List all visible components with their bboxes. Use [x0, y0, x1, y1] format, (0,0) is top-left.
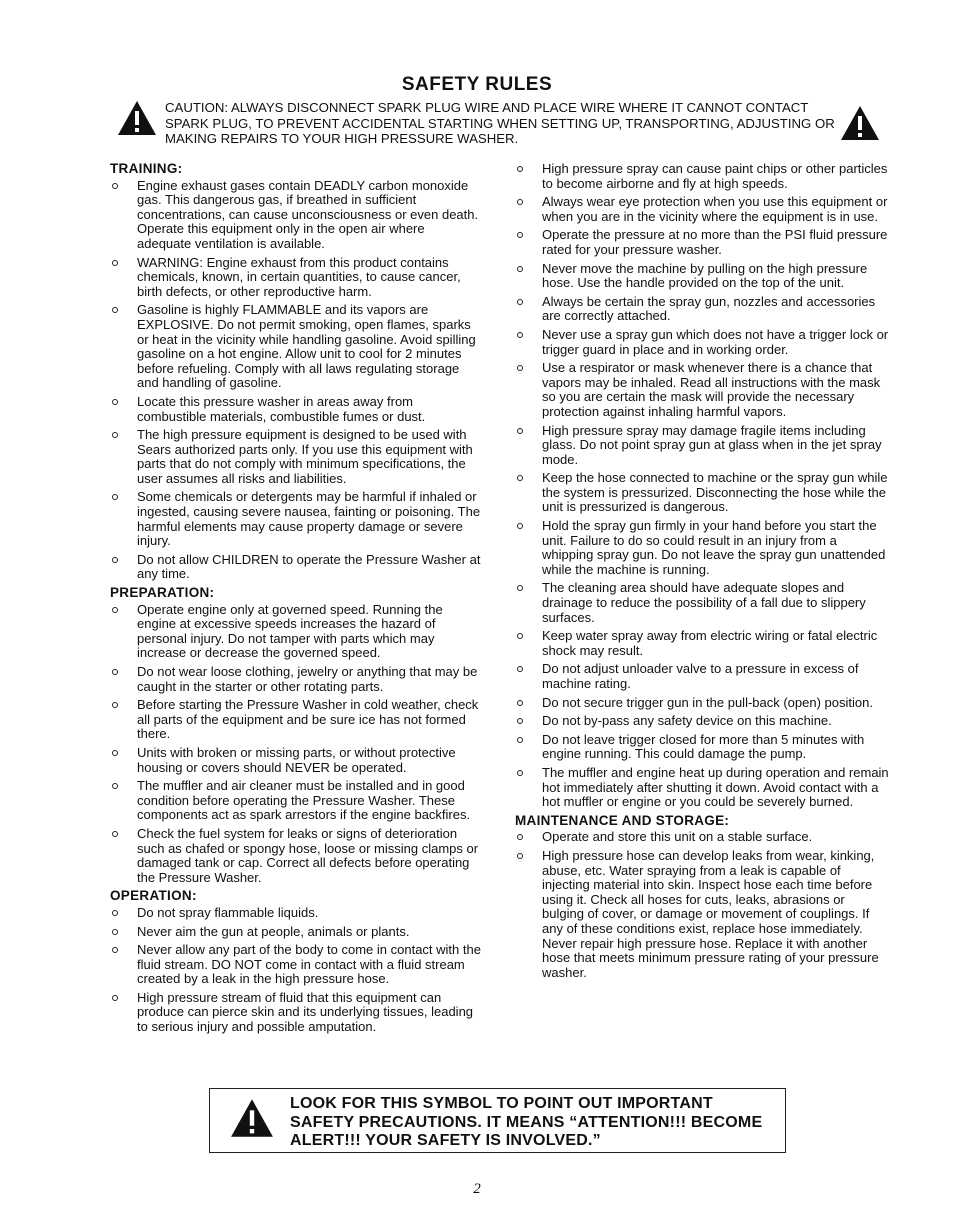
caution-statement: CAUTION: ALWAYS DISCONNECT SPARK PLUG WIRE AND PLACE WIRE WHERE IT CANNOT CONTACT SPARK PLUG, TO PREVENT ACCIDENTAL STARTING WHEN SETTING UP, TRANSPORTING, ADJUSTING OR MAKING REPAIRS TO YOUR HIGH PRESSURE WASHER.: [165, 100, 835, 146]
operation-heading: OPERATION:: [110, 888, 197, 904]
bullet-item: Do not allow CHILDREN to operate the Pressure Washer at any time.: [110, 553, 482, 582]
warning-triangle-icon: [117, 100, 157, 136]
training-list: [110, 179, 482, 582]
bullet-item: Never aim the gun at people, animals or plants.: [110, 925, 482, 940]
bullet-item: Do not by-pass any safety device on this machine.: [515, 714, 889, 729]
bullet-item: Keep water spray away from electric wiring or fatal electric shock may result.: [515, 629, 889, 658]
maintenance-heading: MAINTENANCE AND STORAGE:: [515, 812, 730, 828]
bullet-item: High pressure stream of fluid that this equipment can produce can pierce skin and its underlying tissues, leading to serious injury and possible amputation.: [110, 991, 482, 1035]
bullet-item: Never move the machine by pulling on the high pressure hose. Use the handle provided on the top of the unit.: [515, 262, 889, 291]
bullet-item: Always wear eye protection when you use this equipment or when you are in the vicinity where the equipment is in use.: [515, 195, 889, 224]
bullet-item: The muffler and engine heat up during operation and remain hot immediately after shutting it down. Avoid contact with a hot muffler or engine or you could be severely burned.: [515, 766, 889, 810]
bullet-item: The muffler and air cleaner must be installed and in good condition before operating the Pressure Washer. These components act as spark arrestors if the engine backfires.: [110, 779, 482, 823]
left-column: [110, 162, 482, 1039]
bullet-item: Check the fuel system for leaks or signs of deterioration such as chafed or spongy hose, loose or missing clamps or damaged tank or cap. Correct all defects before operating the Pressure Washer.: [110, 827, 482, 885]
bullet-item: Gasoline is highly FLAMMABLE and its vapors are EXPLOSIVE. Do not permit smoking, open flames, sparks or heat in the vicinity while handling gasoline. Avoid spilling gasoline on a hot engine. Allow unit to cool for 2 minutes before refueling. Comply with all laws regulating storage and handling of gasoline.: [110, 303, 482, 391]
bullet-item: Operate and store this unit on a stable surface.: [515, 830, 889, 845]
bullet-item: Hold the spray gun firmly in your hand before you start the unit. Failure to do so could result in an injury from a whipping spray gun. Do not leave the spray gun unattended while the machine is running.: [515, 519, 889, 577]
attention-notice-box: [209, 1088, 786, 1153]
bullet-item: High pressure hose can develop leaks from wear, kinking, abuse, etc. Water spraying from a leak is capable of injecting material into skin. Inspect hose each time before using it. Check all hoses for cuts, leaks, abrasions or bulging of cover, or damage or movement of couplings. If any of these conditions exist, replace hose immediately. Never repair high pressure hose. Replace it with another hose that meets minimum pressure rating of your pressure washer.: [515, 849, 889, 980]
bullet-item: Locate this pressure washer in areas away from combustible materials, combustible fumes or dust.: [110, 395, 482, 424]
attention-notice-text: LOOK FOR THIS SYMBOL TO POINT OUT IMPORTANT SAFETY PRECAUTIONS. IT MEANS “ATTENTION!!! BECOME ALERT!!! YOUR SAFETY IS INVOLVED.”: [290, 1095, 763, 1149]
bullet-item: Before starting the Pressure Washer in cold weather, check all parts of the equipment and be sure ice has not formed there.: [110, 698, 482, 742]
bullet-item: Do not spray flammable liquids.: [110, 906, 482, 921]
bullet-item: Never allow any part of the body to come in contact with the fluid stream. DO NOT come in contact with a fluid stream created by a leak in the high pressure hose.: [110, 943, 482, 987]
warning-triangle-icon: [840, 105, 880, 141]
bullet-item: Do not wear loose clothing, jewelry or anything that may be caught in the starter or other rotating parts.: [110, 665, 482, 694]
bullet-item: Never use a spray gun which does not have a trigger lock or trigger guard in place and in working order.: [515, 328, 889, 357]
bullet-item: Operate engine only at governed speed. Running the engine at excessive speeds increases the hazard of personal injury. Do not tamper with parts which may increase or decrease the governed speed.: [110, 603, 482, 661]
bullet-item: WARNING: Engine exhaust from this product contains chemicals, known, in certain quantities, to cause cancer, birth defects, or other reproductive harm.: [110, 256, 482, 300]
warning-triangle-icon: [230, 1098, 274, 1138]
preparation-list: [110, 603, 482, 886]
bullet-item: Engine exhaust gases contain DEADLY carbon monoxide gas. This dangerous gas, if breathed in sufficient concentrations, can cause unconsciousness or even death. Operate this equipment only in the open air where adequate ventilation is available.: [110, 179, 482, 252]
bullet-item: The high pressure equipment is designed to be used with Sears authorized parts only. If you use this equipment with parts that do not comply with minimum specifications, the user assumes all risks and liabilities.: [110, 428, 482, 486]
page-number: 2: [473, 1181, 481, 1197]
bullet-item: Do not secure trigger gun in the pull-back (open) position.: [515, 696, 889, 711]
bullet-item: Some chemicals or detergents may be harmful if inhaled or ingested, causing severe nausea, fainting or poisoning. The harmful elements may cause property damage or severe injury.: [110, 490, 482, 548]
bullet-item: Use a respirator or mask whenever there is a chance that vapors may be inhaled. Read all instructions with the mask so you are certain the mask will provide the necessary protection against inhaling harmful vapors.: [515, 361, 889, 419]
bullet-item: Operate the pressure at no more than the PSI fluid pressure rated for your pressure washer.: [515, 228, 889, 257]
operation-list: [110, 906, 482, 1035]
operation-list-continued: [515, 162, 889, 810]
training-heading: TRAINING:: [110, 161, 183, 176]
bullet-item: High pressure spray can cause paint chips or other particles to become airborne and fly at high speeds.: [515, 162, 889, 191]
maintenance-list: [515, 830, 889, 980]
page-title: SAFETY RULES: [401, 74, 553, 95]
bullet-item: The cleaning area should have adequate slopes and drainage to reduce the possibility of a fall due to slippery surfaces.: [515, 581, 889, 625]
bullet-item: Always be certain the spray gun, nozzles and accessories are correctly attached.: [515, 295, 889, 324]
bullet-item: Do not adjust unloader valve to a pressure in excess of machine rating.: [515, 662, 889, 691]
bullet-item: Do not leave trigger closed for more than 5 minutes with engine running. This could damage the pump.: [515, 733, 889, 762]
right-column: [515, 162, 889, 984]
bullet-item: Units with broken or missing parts, or without protective housing or covers should NEVER be operated.: [110, 746, 482, 775]
bullet-item: Keep the hose connected to machine or the spray gun while the system is pressurized. Disconnecting the hose while the unit is pressurized is dangerous.: [515, 471, 889, 515]
preparation-heading: PREPARATION:: [110, 585, 215, 601]
bullet-item: High pressure spray may damage fragile items including glass. Do not point spray gun at glass when in the jet spray mode.: [515, 424, 889, 468]
